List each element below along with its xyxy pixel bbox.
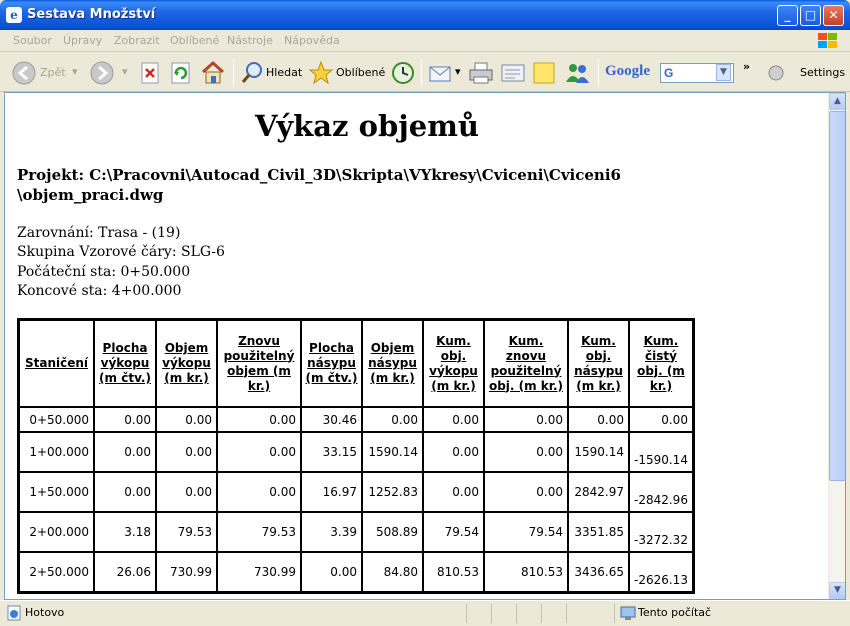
- volume-table: [17, 318, 695, 594]
- print-icon[interactable]: [468, 61, 494, 85]
- close-button[interactable]: ✕: [823, 5, 844, 26]
- table-cell: 0.00: [423, 472, 484, 512]
- table-cell: 730.99: [217, 552, 301, 592]
- forward-arrow-icon[interactable]: [90, 61, 114, 85]
- table-cell: 1590.14: [568, 432, 629, 472]
- table-cell: 2+50.000: [19, 552, 94, 592]
- table-cell: 0.00: [156, 432, 217, 472]
- table-cell: 1+00.000: [19, 432, 94, 472]
- status-text: Hotovo: [25, 606, 65, 619]
- table-cell: 16.97: [301, 472, 362, 512]
- end-station-line: Koncové sta: 4+00.000: [17, 282, 182, 299]
- table-cell: 1+50.000: [19, 472, 94, 512]
- alignment-line: Zarovnání: Trasa - (19): [17, 225, 181, 241]
- column-header: Kum. obj. výkopu (m kr.): [423, 320, 484, 407]
- notes-icon[interactable]: [532, 61, 556, 85]
- table-cell: -2626.13: [629, 552, 693, 592]
- table-cell: 0.00: [156, 472, 217, 512]
- table-cell: 79.54: [484, 512, 568, 552]
- title-bar: [0, 0, 850, 30]
- table-header-row: [19, 320, 693, 407]
- scroll-up-icon[interactable]: ▲: [829, 93, 846, 110]
- table-cell: 79.53: [217, 512, 301, 552]
- table-cell: 0.00: [217, 472, 301, 512]
- table-cell: 3436.65: [568, 552, 629, 592]
- table-row: [19, 432, 693, 472]
- table-cell: 0.00: [484, 472, 568, 512]
- start-station-line: Počáteční sta: 0+50.000: [17, 263, 191, 280]
- column-header: Objem násypu (m kr.): [362, 320, 423, 407]
- table-cell: 730.99: [156, 552, 217, 592]
- history-icon[interactable]: [390, 60, 416, 86]
- back-button-label[interactable]: Zpět: [40, 66, 66, 79]
- table-cell: 0.00: [94, 432, 156, 472]
- table-cell: 3351.85: [568, 512, 629, 552]
- status-cell: [541, 604, 542, 623]
- table-cell: 0.00: [629, 407, 693, 432]
- toolbar-separator: [598, 59, 599, 87]
- toolbar-separator: [421, 59, 422, 87]
- table-row: [19, 472, 693, 512]
- refresh-icon[interactable]: [170, 62, 192, 84]
- settings-button-label[interactable]: Settings: [800, 66, 846, 79]
- computer-zone-icon: [620, 605, 636, 621]
- table-cell: 84.80: [362, 552, 423, 592]
- table-cell: -1590.14: [629, 432, 693, 472]
- windows-logo-icon: [816, 31, 840, 51]
- table-cell: 0.00: [484, 432, 568, 472]
- table-row: [19, 552, 693, 592]
- table-cell: 0.00: [217, 407, 301, 432]
- page-status-icon: [6, 605, 22, 621]
- menu-nastroje[interactable]: Nástroje: [227, 34, 273, 47]
- table-cell: 2842.97: [568, 472, 629, 512]
- messenger-icon[interactable]: [563, 60, 591, 86]
- table-cell: 0.00: [217, 432, 301, 472]
- toolbar-overflow-icon[interactable]: »: [743, 60, 751, 73]
- table-cell: 0.00: [568, 407, 629, 432]
- menu-soubor[interactable]: Soubor: [13, 34, 52, 47]
- table-cell: 810.53: [484, 552, 568, 592]
- table-cell: 810.53: [423, 552, 484, 592]
- table-cell: 79.54: [423, 512, 484, 552]
- scroll-down-icon[interactable]: ▼: [829, 582, 846, 599]
- status-cell: [566, 604, 567, 623]
- back-dropdown-icon[interactable]: ▾: [72, 65, 78, 78]
- google-search-input[interactable]: [660, 63, 734, 83]
- column-header: Kum. obj. násypu (m kr.): [568, 320, 629, 407]
- search-button-label[interactable]: Hledat: [266, 66, 303, 79]
- status-cell: [491, 604, 492, 623]
- table-cell: -2842.96: [629, 472, 693, 512]
- scrollbar-thumb[interactable]: [829, 111, 846, 481]
- table-row: [19, 512, 693, 552]
- menu-napoveda[interactable]: Nápověda: [284, 34, 340, 47]
- table-cell: -3272.32: [629, 512, 693, 552]
- report-heading: Výkaz objemů: [255, 109, 479, 143]
- edit-page-icon[interactable]: [500, 62, 526, 84]
- forward-dropdown-icon[interactable]: ▾: [122, 65, 128, 78]
- table-cell: 0.00: [362, 407, 423, 432]
- column-header: Staničení: [19, 320, 94, 407]
- menu-upravy[interactable]: Úpravy: [63, 34, 103, 47]
- table-cell: 2+00.000: [19, 512, 94, 552]
- table-cell: 30.46: [301, 407, 362, 432]
- table-cell: 79.53: [156, 512, 217, 552]
- maximize-button[interactable]: □: [800, 5, 821, 26]
- table-cell: 0.00: [423, 407, 484, 432]
- google-search-value: G: [664, 66, 674, 80]
- stop-icon[interactable]: [140, 62, 160, 84]
- column-header: Plocha výkopu (m čtv.): [94, 320, 156, 407]
- vertical-scrollbar[interactable]: [828, 93, 845, 599]
- column-header: Kum. znovu použitelný obj. (m kr.): [484, 320, 568, 407]
- table-cell: 0.00: [301, 552, 362, 592]
- project-path: [17, 165, 637, 205]
- table-cell: 3.18: [94, 512, 156, 552]
- table-row: [19, 407, 693, 432]
- column-header: Objem výkopu (m kr.): [156, 320, 217, 407]
- favorites-button-label[interactable]: Oblíbené: [336, 66, 386, 79]
- menu-bar: [0, 30, 850, 52]
- mail-dropdown-icon[interactable]: ▾: [455, 65, 461, 78]
- toolbar-separator: [233, 59, 234, 87]
- table-cell: 26.06: [94, 552, 156, 592]
- favorites-star-icon[interactable]: [308, 60, 334, 86]
- sample-group-line: Skupina Vzorové čáry: SLG-6: [17, 244, 225, 261]
- status-bar: [0, 600, 850, 626]
- security-zone-text: Tento počítač: [638, 606, 712, 619]
- table-cell: 1252.83: [362, 472, 423, 512]
- table-cell: 508.89: [362, 512, 423, 552]
- table-cell: 0.00: [94, 407, 156, 432]
- settings-gear-icon[interactable]: [768, 65, 784, 81]
- column-header: Znovu použitelný objem (m kr.): [217, 320, 301, 407]
- table-cell: 33.15: [301, 432, 362, 472]
- google-logo: Google: [605, 63, 650, 79]
- ie-page-icon: e: [6, 7, 22, 23]
- table-cell: 3.39: [301, 512, 362, 552]
- project-line-1: Projekt: C:\Pracovni\Autocad_Civil_3D\Skripta\VYkresy\Cviceni\Cviceni6: [17, 166, 621, 184]
- column-header: Kum. čistý obj. (m kr.): [629, 320, 693, 407]
- report-info: [17, 224, 225, 301]
- status-cell: [466, 604, 467, 623]
- window-title: Sestava Množství: [27, 7, 156, 22]
- menu-zobrazit[interactable]: Zobrazit: [114, 34, 160, 47]
- search-icon[interactable]: [240, 61, 264, 85]
- google-dropdown-icon[interactable]: ▼: [716, 64, 731, 81]
- table-cell: 1590.14: [362, 432, 423, 472]
- status-cell: [516, 604, 517, 623]
- mail-icon[interactable]: [428, 62, 454, 84]
- home-icon[interactable]: [200, 60, 226, 86]
- table-cell: 0.00: [423, 432, 484, 472]
- menu-oblibene[interactable]: Oblíbené: [170, 34, 220, 47]
- back-arrow-icon[interactable]: [12, 61, 36, 85]
- minimize-button[interactable]: _: [777, 5, 798, 26]
- table-cell: 0.00: [484, 407, 568, 432]
- table-cell: 0.00: [156, 407, 217, 432]
- column-header: Plocha násypu (m čtv.): [301, 320, 362, 407]
- page-viewport: [4, 92, 846, 600]
- report-page: [5, 93, 827, 599]
- table-cell: 0.00: [94, 472, 156, 512]
- table-cell: 0+50.000: [19, 407, 94, 432]
- project-line-2: \objem_praci.dwg: [17, 186, 164, 204]
- status-cell: [614, 604, 615, 623]
